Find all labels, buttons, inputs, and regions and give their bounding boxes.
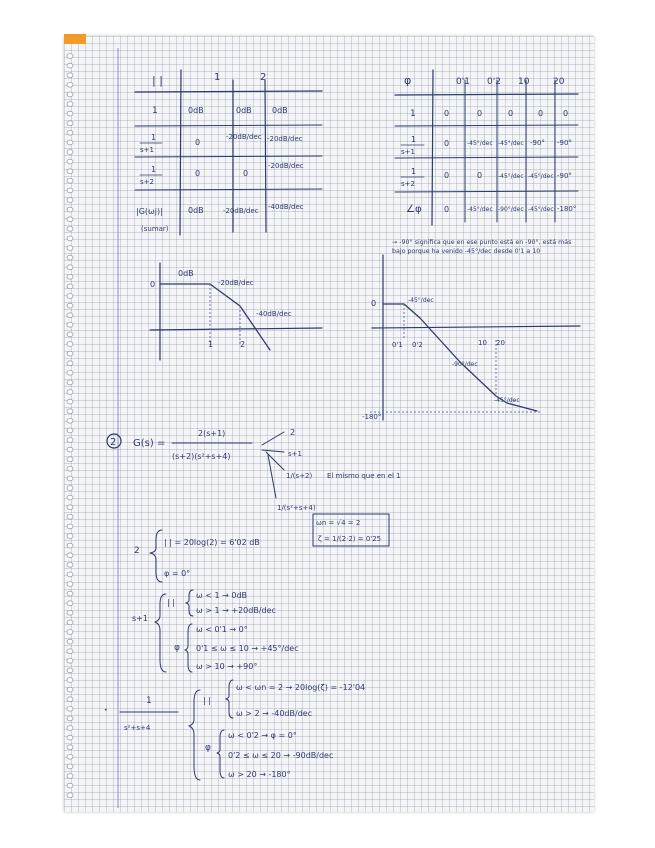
quad-mag-low: ω < ωn = 2 → 20log(ζ) = -12'04 — [236, 683, 366, 692]
spiral-hole — [67, 102, 73, 107]
spiral-hole — [67, 630, 73, 635]
factor-pole: 1/(s+2) — [286, 472, 313, 480]
spiral-hole — [67, 130, 73, 135]
spiral-hole — [67, 658, 73, 663]
spiral-hole — [67, 73, 73, 78]
spiral-hole — [67, 351, 73, 356]
plot1-y-label: 0dB — [178, 269, 194, 278]
spiral-hole — [67, 495, 73, 500]
table1-r1c2: 0dB — [236, 106, 252, 115]
table1-r3c1: 0 — [195, 169, 201, 178]
spiral-hole — [67, 370, 73, 375]
table2-col-3: 10 — [518, 77, 530, 87]
spiral-hole — [67, 380, 73, 385]
problem-number: 2 — [110, 437, 117, 448]
quad-phase-low: ω < 0'2 → φ = 0° — [228, 731, 297, 740]
plot2-annotation-3: -45°/dec — [494, 397, 520, 404]
table2-r4c5: -180° — [557, 205, 577, 213]
problem-2 — [104, 428, 401, 780]
spiral-hole — [67, 303, 73, 308]
factor-zero: s+1 — [288, 450, 302, 458]
quad-phase-label: φ — [205, 743, 211, 753]
table2-row1-label: 1 — [410, 109, 416, 119]
table2-r4c1: 0 — [444, 205, 450, 214]
plot2-x-tick-4: 20 — [496, 339, 505, 347]
plot1-y-tick: 0 — [150, 280, 156, 289]
table2-r3c2: 0 — [477, 171, 483, 180]
spiral-hole — [67, 274, 73, 279]
spiral-hole — [67, 159, 73, 164]
spiral-hole — [67, 457, 73, 462]
table2-col-4: 20 — [553, 77, 565, 87]
spiral-hole — [67, 188, 73, 193]
table1-row2-num: 1 — [151, 133, 157, 142]
plot1-annotation-2: -40dB/dec — [256, 310, 292, 318]
plot1-x-tick-2: 2 — [240, 340, 246, 349]
table2-row4-label: ∠φ — [406, 204, 422, 215]
spiral-hole — [67, 265, 73, 270]
magnitude-table — [135, 70, 322, 235]
const-phase: φ = 0° — [164, 569, 191, 578]
plot2-annotation-2: -90°/dec — [452, 361, 478, 368]
plot1-annotation-1: -20dB/dec — [218, 279, 254, 287]
table2-r2c4: -90° — [530, 139, 545, 147]
zero-phase-label: φ — [174, 643, 180, 653]
table2-r1c3: 0 — [508, 109, 514, 118]
natural-frequency: ωn = √4 = 2 — [316, 519, 361, 527]
spiral-hole — [67, 514, 73, 519]
spiral-hole — [67, 63, 73, 68]
table1-r2c1: 0 — [195, 138, 201, 147]
zero-phase-mid: 0'1 ≤ ω ≤ 10 → +45°/dec — [196, 644, 299, 653]
table2-r3c3: -45°/dec — [498, 173, 524, 180]
quad-label-num: 1 — [146, 696, 152, 706]
spiral-hole — [67, 332, 73, 337]
spiral-hole — [67, 447, 73, 452]
table1-row2-den: s+1 — [140, 146, 154, 154]
spiral-hole — [67, 294, 73, 299]
spiral-hole — [67, 687, 73, 692]
spiral-hole — [67, 668, 73, 673]
spiral-hole — [67, 342, 73, 347]
transfer-function-lhs: G(s) = — [133, 438, 166, 449]
spiral-hole — [67, 409, 73, 414]
spiral-hole — [67, 486, 73, 491]
spiral-hole — [67, 505, 73, 510]
spiral-hole — [67, 553, 73, 558]
spiral-binding — [67, 54, 73, 798]
table1-r2c2: -20dB/dec — [226, 133, 262, 141]
spiral-hole — [67, 207, 73, 212]
plot2-x-tick-3: 10 — [478, 339, 487, 347]
spiral-hole — [67, 178, 73, 183]
spiral-hole — [67, 476, 73, 481]
plot2-y-tick-0: 0 — [371, 299, 377, 308]
zero-phase-high: ω > 10 → +90° — [196, 662, 258, 671]
spiral-hole — [67, 745, 73, 750]
table2-r4c4: -45°/dec — [528, 206, 554, 213]
damping-ratio: ζ = 1/(2·2) = 0'25 — [318, 535, 382, 543]
spiral-hole — [67, 754, 73, 759]
magnitude-bode-plot — [150, 263, 322, 360]
spiral-hole — [67, 217, 73, 222]
spiral-hole — [67, 601, 73, 606]
table1-r3c3: -20dB/dec — [268, 162, 304, 170]
table1-row4-sublabel: (sumar) — [141, 225, 169, 233]
spiral-hole — [67, 255, 73, 260]
table2-r2c3: -45°/dec — [498, 140, 524, 147]
table1-row3-den: s+2 — [140, 178, 154, 186]
spiral-hole — [67, 82, 73, 87]
spiral-hole — [67, 620, 73, 625]
transfer-function-den: (s+2)(s²+s+4) — [172, 452, 231, 461]
factor-quadratic: 1/(s²+s+4) — [277, 504, 316, 512]
spiral-hole — [67, 582, 73, 587]
phase-bode-plot — [362, 255, 580, 421]
zero-mag-high: ω > 1 → +20dB/dec — [196, 606, 276, 615]
spiral-hole — [67, 361, 73, 366]
zero-label: s+1 — [132, 614, 148, 623]
table2-row2-num: 1 — [411, 135, 417, 144]
table2-r3c5: -90° — [557, 172, 572, 180]
spiral-hole — [67, 121, 73, 126]
table2-r2c1: 0 — [444, 139, 450, 148]
quad-mag-high: ω > 2 → -40dB/dec — [236, 709, 313, 718]
transfer-function-num: 2(s+1) — [198, 429, 226, 438]
spiral-hole — [67, 390, 73, 395]
table1-r3c2: 0 — [243, 169, 249, 178]
table1-row4-label: |G(ωj)| — [136, 207, 163, 216]
spiral-hole — [67, 562, 73, 567]
spiral-hole — [67, 726, 73, 731]
table1-r1c1: 0dB — [188, 106, 204, 115]
spiral-hole — [67, 706, 73, 711]
plot2-y-tick-180: -180° — [362, 413, 382, 421]
table2-row3-num: 1 — [411, 167, 417, 176]
table2-corner: φ — [404, 74, 412, 87]
table1-row1-label: 1 — [152, 106, 158, 116]
table2-r4c2: -45°/dec — [467, 206, 493, 213]
table2-r2c2: -45°/dec — [467, 140, 493, 147]
zero-mag-label: | | — [167, 598, 175, 607]
phase-note-box — [392, 238, 584, 278]
spiral-hole — [67, 543, 73, 548]
spiral-hole — [67, 140, 73, 145]
table2-r1c1: 0 — [444, 109, 450, 118]
spiral-hole — [67, 313, 73, 318]
factor-const: 2 — [290, 428, 296, 437]
table1-r1c3: 0dB — [272, 106, 288, 115]
spiral-hole — [67, 649, 73, 654]
spiral-hole — [67, 466, 73, 471]
table2-r1c4: 0 — [538, 109, 544, 118]
quad-phase-mid: 0'2 ≤ ω ≤ 20 → -90dB/dec — [228, 751, 334, 760]
plot2-annotation-1: -45°/dec — [408, 297, 434, 304]
table1-r4c3: -40dB/dec — [268, 203, 304, 211]
spiral-hole — [67, 236, 73, 241]
spiral-hole — [67, 438, 73, 443]
spiral-hole — [67, 678, 73, 683]
spiral-hole — [67, 322, 73, 327]
plot2-x-tick-1: 0'1 — [392, 341, 403, 349]
spiral-hole — [67, 610, 73, 615]
plot1-x-tick-1: 1 — [208, 340, 214, 349]
plot2-x-tick-2: 0'2 — [412, 341, 423, 349]
spiral-hole — [67, 716, 73, 721]
spiral-hole — [67, 92, 73, 97]
const-label: 2 — [134, 546, 140, 556]
table1-r4c2: -20dB/dec — [223, 207, 259, 215]
zero-mag-low: ω < 1 → 0dB — [196, 591, 248, 600]
bullet-dot: • — [104, 707, 108, 714]
spiral-hole — [67, 418, 73, 423]
zero-phase-low: ω < 0'1 → 0° — [196, 625, 248, 634]
table2-r4c3: -90°/dec — [498, 206, 524, 213]
spiral-hole — [67, 591, 73, 596]
spiral-hole — [67, 226, 73, 231]
spiral-hole — [67, 284, 73, 289]
phase-note: → -90° significa que en ese punto está en -90°, está más bajo porque ha venido -45°/dec desde 0'1 a 10 — [392, 239, 572, 255]
spiral-hole — [67, 54, 73, 59]
spiral-hole — [67, 150, 73, 155]
quad-label-den: s²+s+4 — [124, 724, 151, 732]
spiral-hole — [67, 783, 73, 788]
quad-phase-high: ω > 20 → -180° — [228, 770, 291, 779]
table2-row2-den: s+1 — [401, 148, 415, 156]
spiral-hole — [67, 169, 73, 174]
factor-note: El mismo que en el 1 — [327, 472, 401, 480]
spiral-hole — [67, 198, 73, 203]
table1-r2c3: -20dB/dec — [267, 135, 303, 143]
spiral-hole — [67, 111, 73, 116]
table2-col-1: 0'1 — [456, 77, 470, 87]
phase-table — [395, 70, 578, 225]
spiral-hole — [67, 764, 73, 769]
table2-r1c2: 0 — [477, 109, 483, 118]
spiral-hole — [67, 735, 73, 740]
quad-mag-label: | | — [203, 696, 211, 705]
spiral-hole — [67, 793, 73, 798]
table1-col-1: 1 — [214, 72, 221, 83]
spiral-hole — [67, 697, 73, 702]
table1-corner: | | — [152, 74, 163, 87]
const-magnitude: | | = 20log(2) = 6'02 dB — [164, 538, 260, 547]
spiral-hole — [67, 774, 73, 779]
spiral-hole — [67, 428, 73, 433]
spiral-hole — [67, 524, 73, 529]
table2-r1c5: 0 — [563, 109, 569, 118]
table2-col-2: 0'2 — [487, 77, 501, 87]
spiral-hole — [67, 399, 73, 404]
table1-row3-num: 1 — [151, 165, 157, 174]
table1-col-2: 2 — [260, 72, 267, 83]
table2-r2c5: -90° — [557, 139, 572, 147]
table2-r3c1: 0 — [444, 171, 450, 180]
spiral-hole — [67, 572, 73, 577]
spiral-hole — [67, 639, 73, 644]
spiral-hole — [67, 246, 73, 251]
spiral-hole — [67, 534, 73, 539]
table1-r4c1: 0dB — [188, 206, 204, 215]
table2-r3c4: -45°/dec — [528, 173, 554, 180]
table2-row3-den: s+2 — [401, 180, 415, 188]
